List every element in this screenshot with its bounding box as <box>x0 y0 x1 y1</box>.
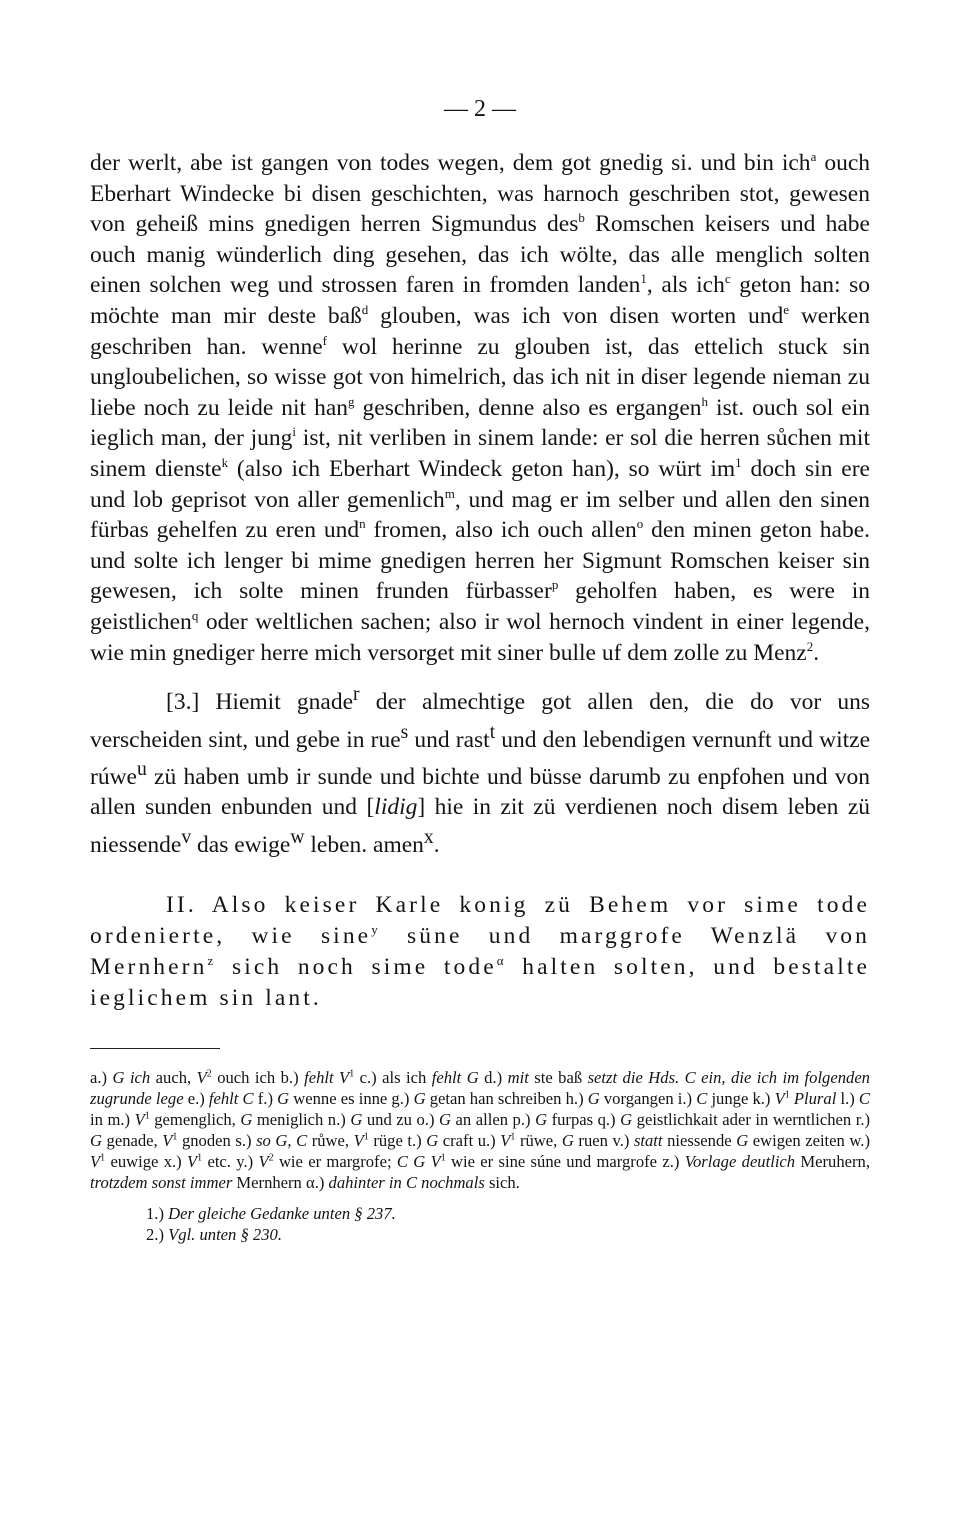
text-run: den minen geton habe. und solte ich lenger bi mime gnedigen herren her Sigmunt Romschen keiser sin gewesen, ich solte minen frunden fürbasser <box>90 517 871 605</box>
footnote-1 <box>90 1203 870 1224</box>
note-text: und zu o.) <box>362 1110 440 1130</box>
note-italic: G <box>587 1089 600 1109</box>
note-text: genade, <box>101 1131 163 1151</box>
text-run: zü haben umb ir sunde und bichte und büsse darumb zu enpfohen und von allen sunden enbunden und [ <box>90 763 870 821</box>
text-run: II. Also keiser Karle konig zü Behem vor sime tode ordenierte, wie sine <box>90 892 870 950</box>
note-italic: G ich <box>112 1068 151 1088</box>
footnote-marker: o <box>636 516 644 532</box>
text-run: ist. ouch sol ein ieglich man, der jung <box>90 394 870 452</box>
note-text: wenne es inne g.) <box>289 1089 414 1109</box>
footnote-marker: r <box>353 684 360 706</box>
text-run: glouben, was ich von disen worten und <box>368 302 784 329</box>
note-italic: V <box>196 1068 207 1088</box>
note-text: Meruhern, <box>795 1152 870 1172</box>
text-run: (also ich Eberhart Windeck geton han), so würt im <box>228 455 736 482</box>
footnote-marker: b <box>578 210 585 226</box>
note-text: etc. y.) <box>202 1152 259 1172</box>
note-text: wie er margrofe; <box>273 1152 397 1172</box>
note-text: ewigen zeiten w.) <box>748 1131 870 1151</box>
note-italic: G <box>426 1131 439 1151</box>
text-run: sich noch sime tode <box>216 954 497 981</box>
note-text: f.) <box>253 1089 278 1109</box>
footnote-marker: 1 <box>640 271 647 287</box>
note-italic: V <box>353 1131 364 1151</box>
footnotes <box>90 1203 870 1245</box>
note-italic: G <box>277 1089 290 1109</box>
note-italic: V <box>500 1131 511 1151</box>
footnote-marker: n <box>359 516 366 532</box>
variant-notes <box>90 1067 870 1193</box>
note-sup: 2 <box>268 1152 274 1164</box>
note-sup: 1 <box>363 1131 369 1143</box>
note-italic: fehlt G <box>431 1068 479 1088</box>
footnote-text: Der gleiche Gedanke unten § 237. <box>163 1204 396 1224</box>
main-paragraph <box>90 148 870 668</box>
footnote-marker: w <box>290 826 305 848</box>
text-run: süne und marggrofe Wenzlä von Mernhern <box>90 923 870 981</box>
footnote-marker: k <box>221 455 229 471</box>
note-text: furpas q.) <box>547 1110 621 1130</box>
note-italic: G <box>90 1131 102 1151</box>
note-italic: G <box>561 1131 574 1151</box>
note-italic: G <box>413 1089 426 1109</box>
note-italic: V <box>774 1089 785 1109</box>
page <box>90 96 870 1245</box>
note-sup: 1 <box>349 1068 355 1080</box>
note-italic: V <box>187 1152 198 1172</box>
footnote-marker: 2 <box>806 638 814 654</box>
note-italic: G <box>240 1110 253 1130</box>
note-italic: C <box>858 1089 870 1109</box>
note-sup: 1 <box>197 1152 203 1164</box>
note-italic: setzt die Hds. C ein, die ich im folgenden zugrunde lege <box>90 1068 870 1109</box>
note-italic: G <box>350 1110 363 1130</box>
note-text: in m.) <box>90 1110 135 1130</box>
text-run: und den lebendigen vernunft und witze rúwe <box>90 726 870 790</box>
text-run: werken geschriben han. wenne <box>90 302 870 360</box>
page-number: — 2 — <box>444 96 516 122</box>
footnote-marker: z <box>207 953 217 969</box>
text-run: . <box>813 639 820 666</box>
footnote-marker: v <box>181 826 192 848</box>
note-text: auch, <box>150 1068 197 1088</box>
note-italic: V <box>162 1131 173 1151</box>
note-text: meniglich n.) <box>252 1110 351 1130</box>
note-italic: fehlt C <box>208 1089 254 1109</box>
note-text: e.) <box>183 1089 209 1109</box>
text-run: [3.] Hiemit gnade <box>166 688 354 715</box>
text-run: der almechtige got allen den, die do vor uns verscheiden sint, und gebe in rue <box>90 688 871 753</box>
text-run: halten solten, und bestalte ieglichem sin lant. <box>90 954 870 1012</box>
text-run: das ewige <box>191 831 291 858</box>
note-sup: 1 <box>784 1089 790 1101</box>
footnote-divider <box>90 1048 220 1049</box>
note-italic: G <box>620 1110 633 1130</box>
note-italic: so G, C <box>256 1131 308 1151</box>
footnote-marker: a <box>810 149 817 165</box>
text-run: . <box>433 831 440 858</box>
note-text: rüge t.) <box>368 1131 427 1151</box>
note-text: c.) als ich <box>354 1068 432 1088</box>
note-italic: V <box>134 1110 145 1130</box>
footnote-text: Vgl. unten § 230. <box>163 1225 282 1245</box>
text-run: ist, nit verliben in sinem lande: er sol die herren sůchen mit sinem dienste <box>90 425 870 482</box>
text-run: Romschen keisers und habe ouch manig wünderlich ding gesehen, das ich wölte, das alle menglich solten einen solchen weg und strossen faren in fromden landen <box>90 211 870 299</box>
note-text: ste baß <box>528 1068 588 1088</box>
note-text: sich. <box>484 1173 520 1193</box>
note-text: ouch ich b.) <box>211 1068 305 1088</box>
footnote-marker: s <box>400 721 409 743</box>
text-run: doch sin ere und lob geprisot von aller gemenlich <box>90 455 870 513</box>
note-text: rüwe, <box>515 1131 562 1151</box>
note-text: l.) <box>836 1089 859 1109</box>
note-text: wie er sine súne und margrofe z.) <box>445 1152 685 1172</box>
footnote-marker: t <box>489 721 496 743</box>
text-run: wol herinne zu glouben ist, das ettelich stuck sin ungloubelichen, so wisse got von himelrich, das ich nit in diser legende nieman zu liebe noch zu leide nit han <box>90 333 870 421</box>
note-italic: Plural <box>793 1089 837 1109</box>
note-sup: 1 <box>510 1131 516 1143</box>
footnote-marker: α <box>496 953 507 969</box>
note-sup: 1 <box>144 1110 150 1122</box>
footnote-marker: y <box>371 922 381 938</box>
note-text: růwe, <box>307 1131 354 1151</box>
footnote-marker: 1 <box>735 455 742 471</box>
footnote-marker: d <box>361 302 369 318</box>
section-3-paragraph <box>90 680 870 860</box>
text-run: , als ich <box>646 272 725 299</box>
note-text: ruen v.) <box>573 1131 634 1151</box>
note-text: junge k.) <box>707 1089 775 1109</box>
note-italic: G <box>439 1110 451 1130</box>
note-italic: C G V <box>396 1152 441 1172</box>
note-italic: mit <box>507 1068 529 1088</box>
note-text: an allen p.) <box>451 1110 536 1130</box>
footnote-2 <box>90 1224 870 1245</box>
note-sup: 1 <box>100 1152 106 1164</box>
note-italic: trotzdem sonst immer <box>90 1173 233 1193</box>
note-italic: C <box>696 1089 708 1109</box>
note-italic: fehlt V <box>304 1068 350 1088</box>
text-run: fromen, also ich ouch allen <box>365 517 637 544</box>
note-text: euwige x.) <box>105 1152 187 1172</box>
note-italic: V <box>258 1152 269 1172</box>
footnote-marker: c <box>724 271 731 287</box>
note-text: vorgangen i.) <box>599 1089 697 1109</box>
text-run: leben. amen <box>304 831 424 858</box>
text-run: , und mag er im selber und allen den sinen fürbas gehelfen zu eren und <box>90 486 870 544</box>
footnote-marker: i <box>292 424 297 440</box>
note-text: d.) <box>478 1068 508 1088</box>
text-run: oder weltlichen sachen; also ir wol hernoch vindent in einer legende, wie min gnediger herre mich versorget mit siner bulle uf dem zolle zu Menz <box>90 608 870 666</box>
text-run: ] hie in zit zü verdienen noch disem leben zü niessende <box>90 794 871 858</box>
footnote-marker: e <box>783 302 789 318</box>
text-run: ouch Eberhart Windecke bi disen geschichten, was harnoch geschriben stot, gewesen von geheiß mins gnedigen herren Sigmundus des <box>90 150 871 238</box>
note-sup: 2 <box>206 1068 212 1080</box>
text-run: geton han: so möchte man mir deste baß <box>90 272 870 329</box>
footnote-marker: p <box>551 577 559 593</box>
text-run-italic: lidig <box>374 794 418 821</box>
text-run: der werlt, abe ist gangen von todes wegen, dem got gnedig si. und bin ich <box>90 150 811 176</box>
note-italic: Vorlage deutlich <box>684 1152 796 1172</box>
footnote-marker: x <box>423 826 434 848</box>
note-text: getan han schreiben h.) <box>425 1089 588 1109</box>
note-text: gemenglich, <box>149 1110 241 1130</box>
footnote-marker: h <box>701 393 709 409</box>
footnote-marker: q <box>191 608 199 624</box>
note-sup: 1 <box>440 1152 446 1164</box>
footnote-marker: g <box>348 393 355 409</box>
note-italic: dahinter in C nochmals <box>328 1173 485 1193</box>
note-italic: V <box>90 1152 101 1172</box>
text-run: geschriben, denne also es ergangen <box>354 394 702 421</box>
text-run: und rast <box>408 726 490 753</box>
footnote-marker: u <box>136 758 147 780</box>
footnote-number: 2.) <box>146 1225 164 1245</box>
note-text: craft u.) <box>438 1131 501 1151</box>
note-text: Mernhern α.) <box>232 1173 329 1193</box>
note-sup: 1 <box>172 1131 178 1143</box>
note-text: niessende <box>662 1131 737 1151</box>
note-text: geistlichkait ader in werntlichen r.) <box>632 1110 871 1130</box>
footnote-marker: m <box>444 485 455 501</box>
note-italic: statt <box>633 1131 663 1151</box>
section-heading <box>90 890 870 1014</box>
text-run: geholfen haben, es were in geistlichen <box>90 578 871 635</box>
note-italic: G <box>736 1131 749 1151</box>
note-text: gnoden s.) <box>177 1131 257 1151</box>
note-text: a.) <box>90 1068 113 1088</box>
footnote-marker: f <box>322 332 328 348</box>
footnote-number: 1.) <box>146 1204 164 1224</box>
note-italic: G <box>535 1110 548 1130</box>
